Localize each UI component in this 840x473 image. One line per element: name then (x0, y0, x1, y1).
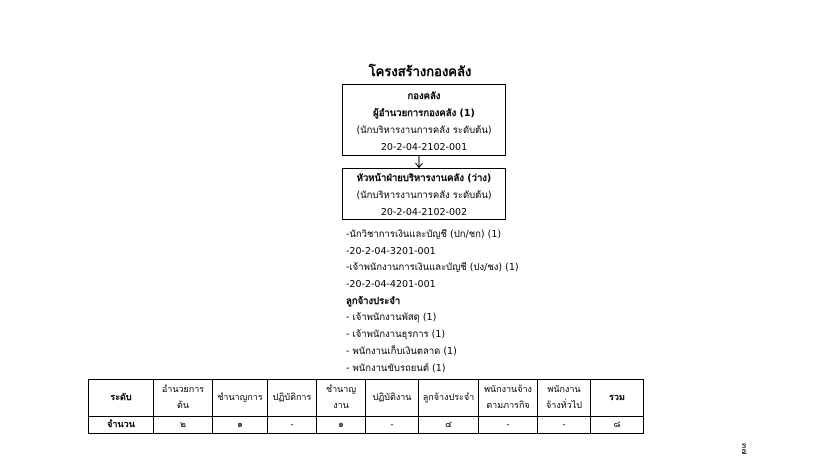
count-cell: - (479, 417, 538, 434)
page-number: ๓๗ (740, 443, 749, 455)
director-position-code: 20-2-04-2102-001 (380, 142, 468, 153)
total-header-cell: รวม (591, 380, 644, 417)
table-header-row (89, 380, 644, 417)
position-summary-table (88, 379, 644, 434)
list-item: - พนักงานเก็บเงินตลาด (1) (346, 345, 457, 357)
list-item: - เจ้าพนักงานพัสดุ (1) (346, 312, 437, 324)
director-box (342, 84, 506, 156)
column-header: ปฏิบัติการ (268, 380, 317, 417)
staff-list (346, 227, 519, 377)
down-arrow-icon (415, 156, 423, 168)
total-count-cell: ๘ (591, 417, 644, 434)
employees-heading: ลูกจ้างประจำ (346, 295, 401, 307)
count-cell: ๑ (317, 417, 366, 434)
count-cell: - (538, 417, 591, 434)
section-head-position: หัวหน้าฝ่ายบริหารงานคลัง (ว่าง) (356, 173, 492, 184)
count-cell: ๑ (213, 417, 268, 434)
director-position: ผู้อำนวยการกองคลัง (1) (373, 108, 475, 119)
page-title: โครงสร้างกองคลัง (368, 65, 472, 80)
count-cell: - (268, 417, 317, 434)
list-item: - เจ้าพนักงานธุรการ (1) (346, 329, 446, 341)
director-level: (นักบริหารงานการคลัง ระดับต้น) (356, 125, 492, 136)
column-header: พนักงาน จ้างทั่วไป (538, 380, 591, 417)
column-header: ปฏิบัติงาน (366, 380, 419, 417)
column-header: ลูกจ้างประจำ (419, 380, 479, 417)
column-header: พนักงานจ้าง ตามภารกิจ (479, 380, 538, 417)
column-header: ชำนาญการ (213, 380, 268, 417)
level-header-cell: ระดับ (89, 380, 154, 417)
division-name: กองคลัง (407, 91, 441, 102)
section-head-box (342, 168, 506, 220)
count-label-cell: จำนวน (89, 417, 154, 434)
column-header: อำนวยการ ต้น (154, 380, 213, 417)
list-item: -20-2-04-3201-001 (346, 245, 436, 257)
list-item: -นักวิชาการเงินและบัญชี (ปก/ชก) (1) (346, 229, 502, 240)
count-cell: ๔ (419, 417, 479, 434)
list-item: -20-2-04-4201-001 (346, 279, 436, 291)
table-row (89, 417, 644, 434)
section-head-position-code: 20-2-04-2102-002 (380, 207, 468, 218)
count-cell: ๒ (154, 417, 213, 434)
column-header: ชำนาญ งาน (317, 380, 366, 417)
list-item: - พนักงานขับรถยนต์ (1) (346, 362, 446, 374)
section-head-level: (นักบริหารงานการคลัง ระดับต้น) (356, 190, 492, 201)
list-item: -เจ้าพนักงานการเงินและบัญชี (ปง/ชง) (1) (346, 262, 519, 274)
count-cell: - (366, 417, 419, 434)
